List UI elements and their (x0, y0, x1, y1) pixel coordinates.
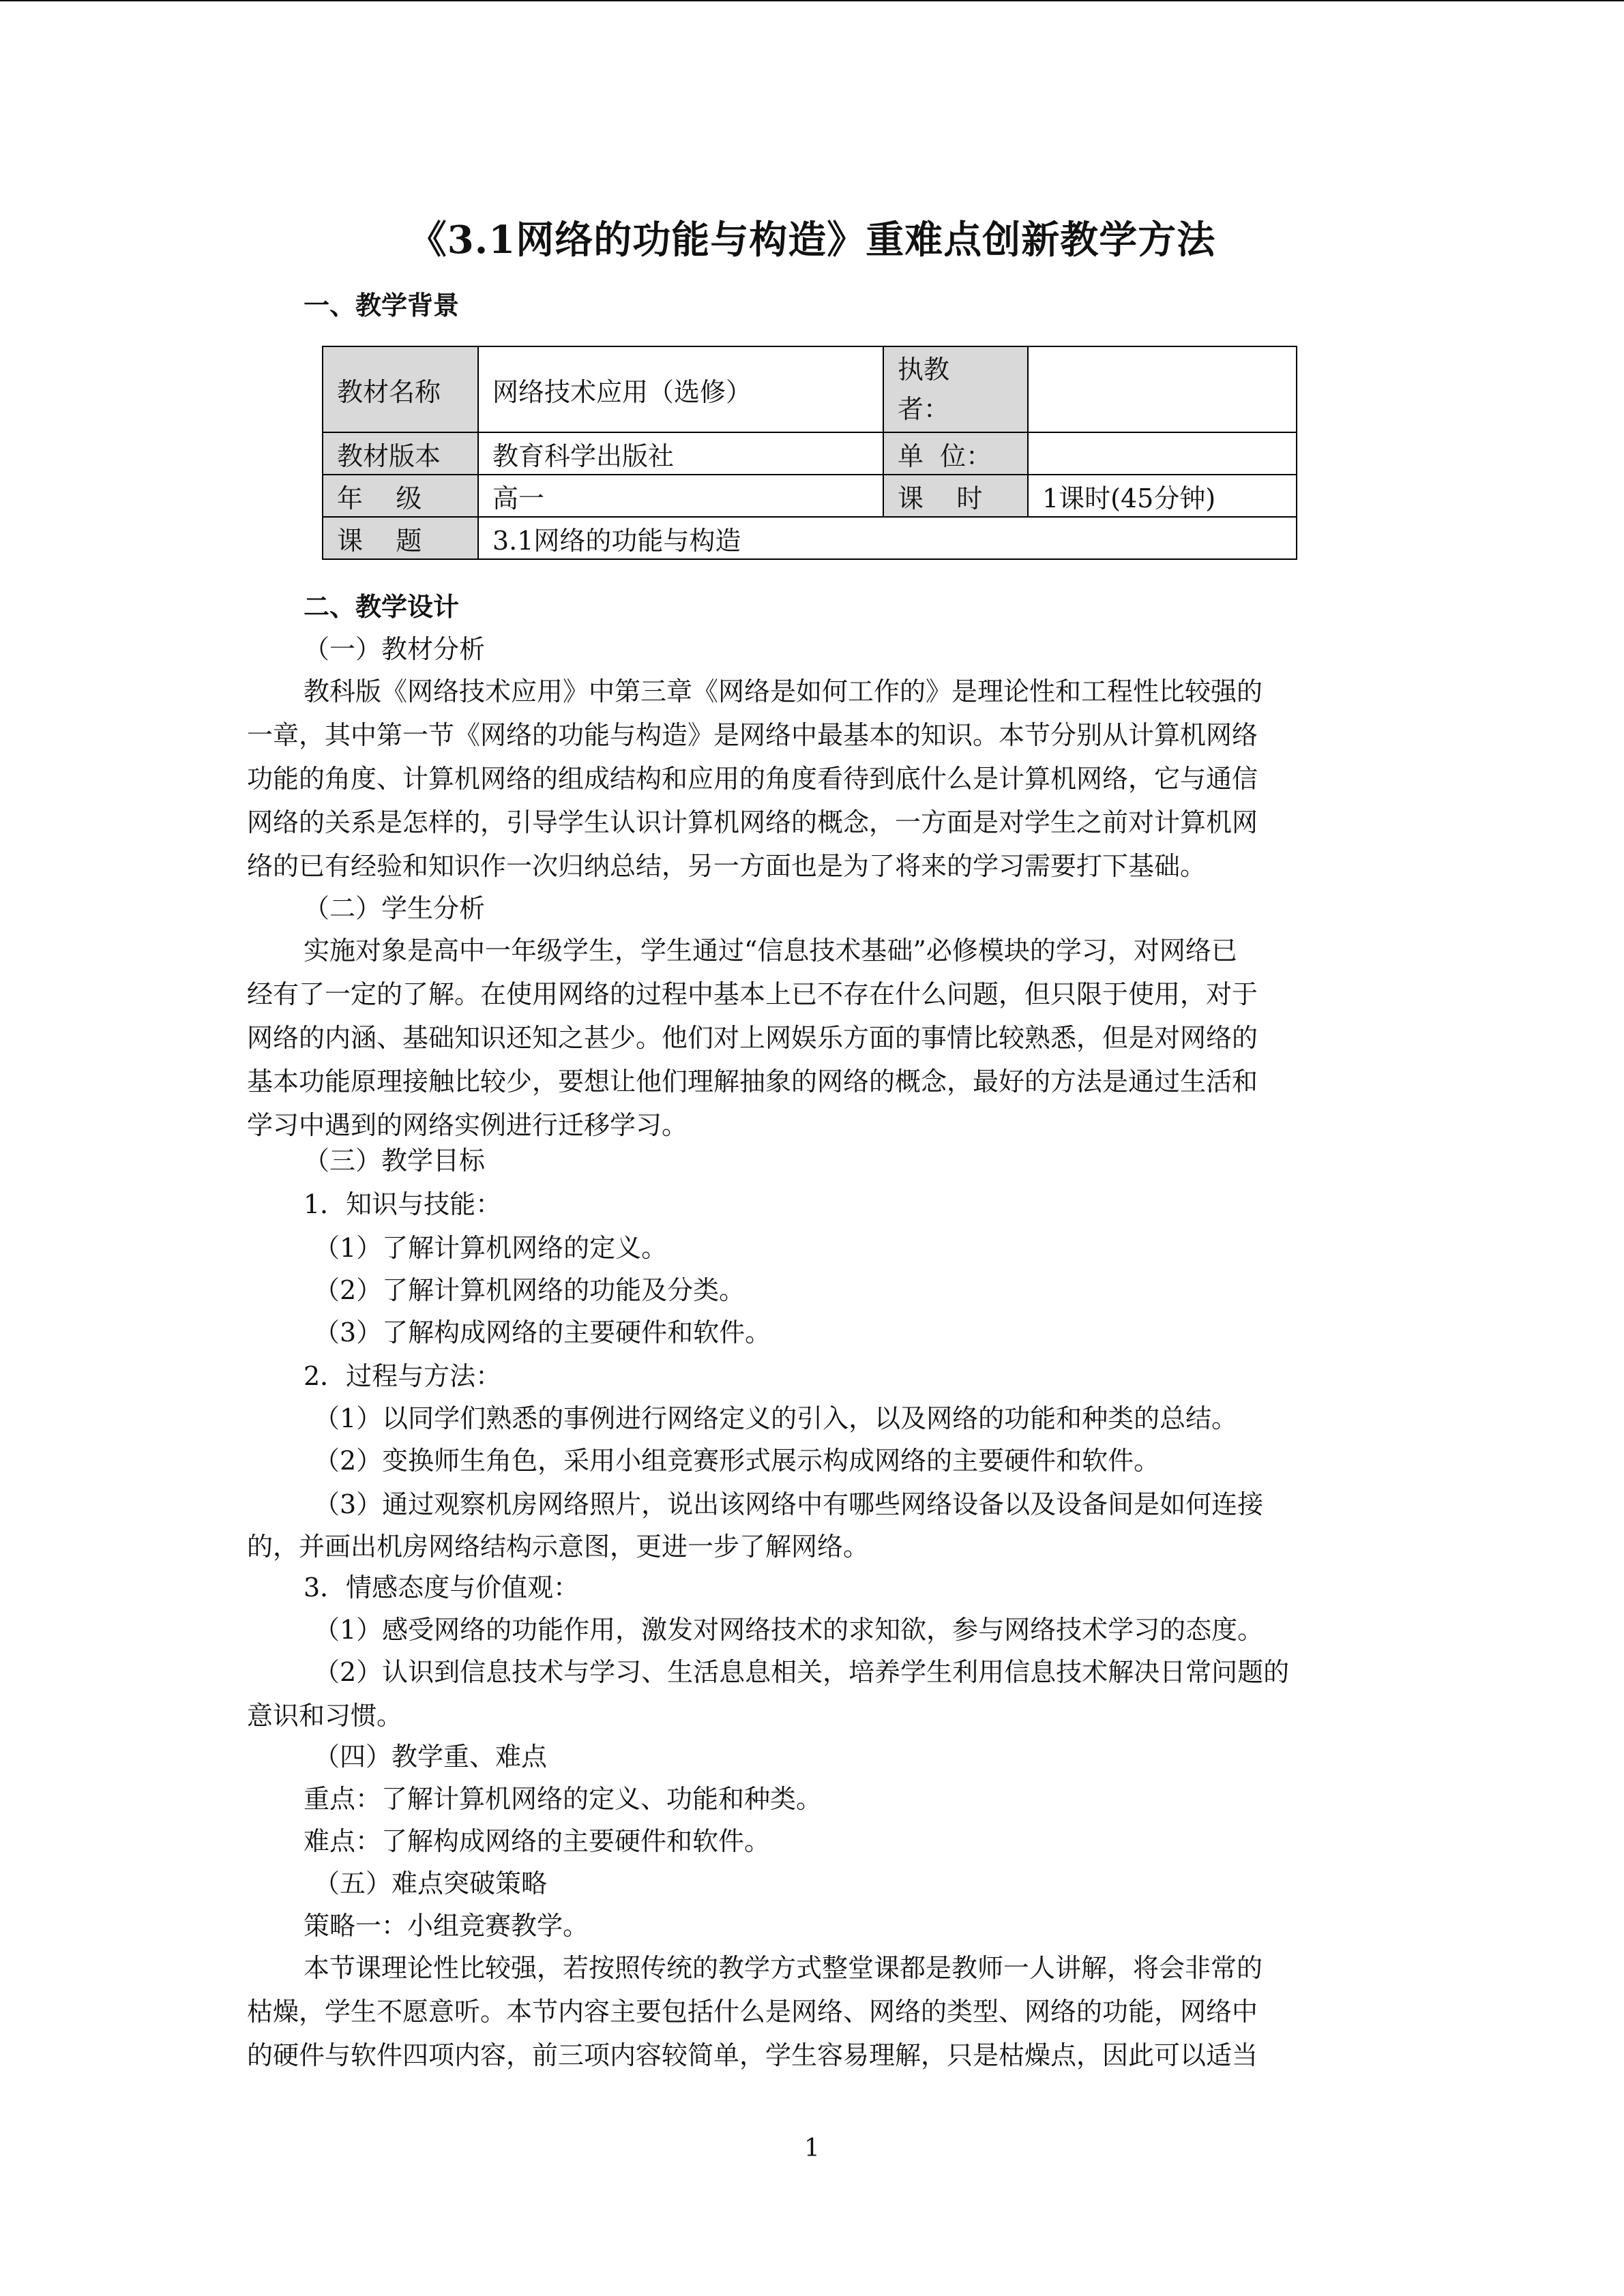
paragraph-line: 基本功能原理接触比较少，要想让他们理解抽象的网络的概念，最好的方法是通过生活和 (247, 1067, 1258, 1097)
section-heading-background: 一、教学背景 (304, 290, 460, 320)
subheading: （二）学生分析 (304, 893, 486, 923)
table-cell-label: 年 级 (323, 475, 478, 517)
table-cell-label: 单 位： (883, 432, 1028, 475)
paragraph-line: 学习中遇到的网络实例进行迁移学习。 (247, 1110, 688, 1140)
paragraph-line: 教科版《网络技术应用》中第三章《网络是如何工作的》是理论性和工程性比较强的 (304, 676, 1263, 706)
table-cell-value: 3.1网络的功能与构造 (478, 517, 1297, 559)
paragraph-line: 实施对象是高中一年级学生，学生通过“信息技术基础”必修模块的学习，对网络已 (304, 936, 1237, 966)
info-table (322, 346, 1297, 560)
table-cell-value: 网络技术应用（选修） (478, 346, 883, 432)
list-item: （1）以同学们熟悉的事例进行网络定义的引入，以及网络的功能和种类的总结。 (314, 1403, 1238, 1433)
page-number: 1 (804, 2134, 820, 2162)
paragraph-line: 功能的角度、计算机网络的组成结构和应用的角度看待到底什么是计算机网络，它与通信 (247, 764, 1258, 794)
table-cell-value: 教育科学出版社 (478, 432, 883, 475)
table-cell-label: 教材名称 (323, 346, 478, 432)
paragraph-line: 络的已有经验和知识作一次归纳总结，另一方面也是为了将来的学习需要打下基础。 (247, 851, 1207, 881)
paragraph-line: 本节课理论性比较强，若按照传统的教学方式整堂课都是教师一人讲解，将会非常的 (304, 1953, 1263, 1983)
list-item: （3）通过观察机房网络照片，说出该网络中有哪些网络设备以及设备间是如何连接 (314, 1489, 1264, 1519)
list-item: （1）了解计算机网络的定义。 (314, 1233, 668, 1263)
subheading: （三）教学目标 (304, 1146, 486, 1176)
table-cell-label: 课 题 (323, 517, 478, 559)
paragraph-line: 网络的内涵、基础知识还知之甚少。他们对上网娱乐方面的事情比较熟悉，但是对网络的 (247, 1023, 1258, 1053)
list-item: 2．过程与方法： (304, 1361, 502, 1391)
section-heading-design: 二、教学设计 (304, 591, 460, 622)
subheading: （四）教学重、难点 (314, 1742, 548, 1772)
table-cell-label: 执教者： (883, 346, 1028, 432)
subheading: （五）难点突破策略 (314, 1868, 548, 1898)
paragraph-line: 策略一：小组竞赛教学。 (304, 1911, 589, 1941)
table-row (323, 346, 1297, 432)
paragraph-line: 重点：了解计算机网络的定义、功能和种类。 (304, 1784, 823, 1814)
list-item: （2）了解计算机网络的功能及分类。 (314, 1275, 745, 1305)
paragraph-line: 枯燥，学生不愿意听。本节内容主要包括什么是网络、网络的类型、网络的功能，网络中 (247, 1997, 1258, 2027)
list-item: 3．情感态度与价值观： (304, 1572, 580, 1602)
subheading: （一）教材分析 (304, 634, 486, 664)
paragraph-line: 难点：了解构成网络的主要硬件和软件。 (304, 1826, 771, 1856)
table-cell-value: 高一 (478, 475, 883, 517)
paragraph-line: 的硬件与软件四项内容，前三项内容较简单，学生容易理解，只是枯燥点，因此可以适当 (247, 2040, 1258, 2070)
list-item: 1．知识与技能： (304, 1189, 502, 1219)
table-cell-value (1028, 346, 1297, 432)
table-row (323, 475, 1297, 517)
table-cell-label: 课 时 (883, 475, 1028, 517)
table-cell-label: 教材版本 (323, 432, 478, 475)
list-item: （2）认识到信息技术与学习、生活息息相关，培养学生利用信息技术解决日常问题的 (314, 1657, 1290, 1687)
table-cell-value: 1课时(45分钟) (1028, 475, 1297, 517)
paragraph-line: 经有了一定的了解。在使用网络的过程中基本上已不存在什么问题，但只限于使用，对于 (247, 979, 1258, 1009)
paragraph-line: 网络的关系是怎样的，引导学生认识计算机网络的概念，一方面是对学生之前对计算机网 (247, 807, 1258, 837)
table-row (323, 432, 1297, 475)
paragraph-line: 意识和习惯。 (247, 1701, 403, 1731)
table-cell-value (1028, 432, 1297, 475)
table-row (323, 517, 1297, 559)
list-item: （2）变换师生角色，采用小组竞赛形式展示构成网络的主要硬件和软件。 (314, 1446, 1160, 1476)
list-item: （1）感受网络的功能作用，激发对网络技术的求知欲，参与网络技术学习的态度。 (314, 1615, 1264, 1645)
top-border-line (0, 0, 1624, 1)
paragraph-line: 一章，其中第一节《网络的功能与构造》是网络中最基本的知识。本节分别从计算机网络 (247, 720, 1258, 750)
page-title: 《3.1网络的功能与构造》重难点创新教学方法 (408, 218, 1216, 263)
list-item: （3）了解构成网络的主要硬件和软件。 (314, 1317, 771, 1347)
paragraph-line: 的，并画出机房网络结构示意图，更进一步了解网络。 (247, 1532, 870, 1562)
